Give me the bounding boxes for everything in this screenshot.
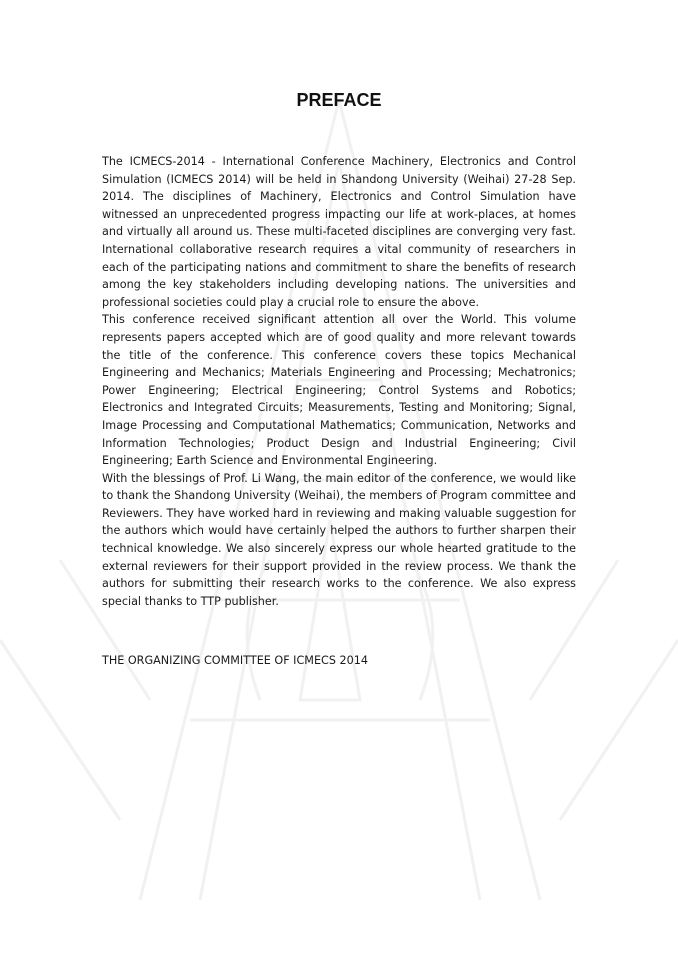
preface-body (102, 153, 576, 610)
paragraph: This conference received significant attention all over the World. This volume represents papers accepted which are of good quality and more relevant towards the title of the conference. This conference covers these topics Mechanical Engineering and Mechanics; Materials Engineering and Processing; Mechatronics; Power Engineering; Electrical Engineering; Control Systems and Robotics; Electronics and Integrated Circuits; Measurements, Testing and Monitoring; Signal, Image Processing and Computational Mathematics; Communication, Networks and Information Technologies; Product Design and Industrial Engineering; Civil Engineering; Earth Science and Environmental Engineering. (102, 313, 576, 468)
signature: THE ORGANIZING COMMITTEE OF ICMECS 2014 (102, 654, 368, 667)
paragraph: The ICMECS-2014 - International Conference Machinery, Electronics and Control Simulation (ICMECS 2014) will be held in Shandong University (Weihai) 27-28 Sep. 2014. The disciplines of Machinery, Electronics and Control Simulation have witnessed an unprecedented progress impacting our life at work-places, at homes and virtually all around us. These multi-faceted disciplines are converging very fast. International collaborative research requires a vital community of researchers in each of the participating nations and commitment to share the benefits of research among the key stakeholders including developing nations. The universities and professional societies could play a crucial role to ensure the above. (102, 155, 576, 309)
page-title: PREFACE (296, 90, 382, 110)
paragraph: With the blessings of Prof. Li Wang, the main editor of the conference, we would like to thank the Shandong University (Weihai), the members of Program committee and Reviewers. They have worked hard in reviewing and making valuable suggestion for the authors which would have certainly helped the authors to further sharpen their technical knowledge. We also sincerely express our whole hearted gratitude to the external reviewers for their support provided in the review process. We thank the authors for submitting their research works to the conference. We also express special thanks to TTP publisher. (102, 471, 576, 608)
